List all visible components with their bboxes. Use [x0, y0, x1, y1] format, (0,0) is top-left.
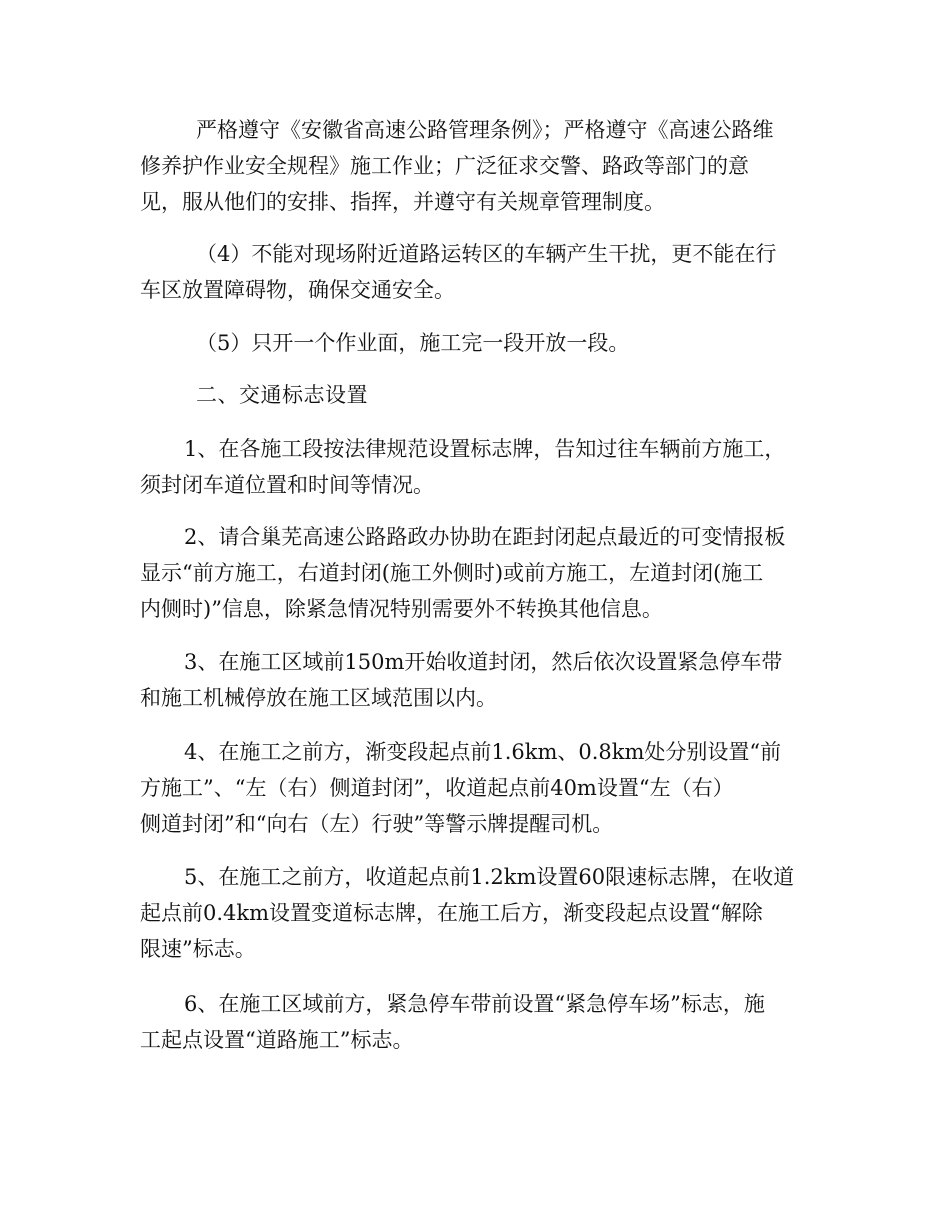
text-line: 2、请合巢芜高速公路路政办协助在距封闭起点最近的可变情报板 [184, 525, 786, 549]
text-line: 4、在施工之前方，渐变段起点前1.6km、0.8km处分别设置“前 [184, 740, 782, 764]
text-line: 见，服从他们的安排、指挥，并遵守有关规章管理制度。 [140, 190, 665, 214]
text-line: 和施工机械停放在施工区域范围以内。 [140, 686, 497, 710]
text-line: 限速”标志。 [140, 937, 256, 961]
text-line: 车区放置障碍物，确保交通安全。 [140, 278, 455, 302]
text-line: 工起点设置“道路施工”标志。 [140, 1028, 414, 1052]
text-line: 起点前0.4km设置变道标志牌，在施工后方，渐变段起点设置“解除 [140, 901, 763, 925]
text-line: 6、在施工区域前方，紧急停车带前设置“紧急停车场”标志，施 [184, 992, 765, 1016]
text-line: 严格遵守《安徽省高速公路管理条例》；严格遵守《高速公路维 [196, 118, 774, 142]
text-line: 修养护作业安全规程》施工作业；广泛征求交警、路政等部门的意 [140, 154, 749, 178]
heading-text: 二、交通标志设置 [196, 383, 368, 407]
text-line: （4）不能对现场附近道路运转区的车辆产生干扰，更不能在行 [196, 242, 777, 266]
text-line: （5）只开一个作业面，施工完一段开放一段。 [196, 331, 630, 355]
text-line: 显示“前方施工，右道封闭(施工外侧时)或前方施工，左道封闭(施工 [140, 561, 764, 585]
text-line: 5、在施工之前方，收道起点前1.2km设置60限速标志牌，在收道 [184, 865, 795, 889]
text-line: 侧道封闭”和“向右（左）行驶”等警示牌提醒司机。 [140, 812, 614, 836]
text-line: 须封闭车道位置和时间等情况。 [140, 473, 434, 497]
text-line: 内侧时)”信息，除紧急情况特别需要外不转换其他信息。 [140, 597, 663, 621]
text-line: 3、在施工区域前150m开始收道封闭，然后依次设置紧急停车带 [184, 650, 783, 674]
text-line: 1、在各施工段按法律规范设置标志牌，告知过往车辆前方施工， [184, 437, 786, 461]
text-line: 方施工”、“左（右）侧道封闭”，收道起点前40m设置“左（右） [140, 776, 734, 800]
